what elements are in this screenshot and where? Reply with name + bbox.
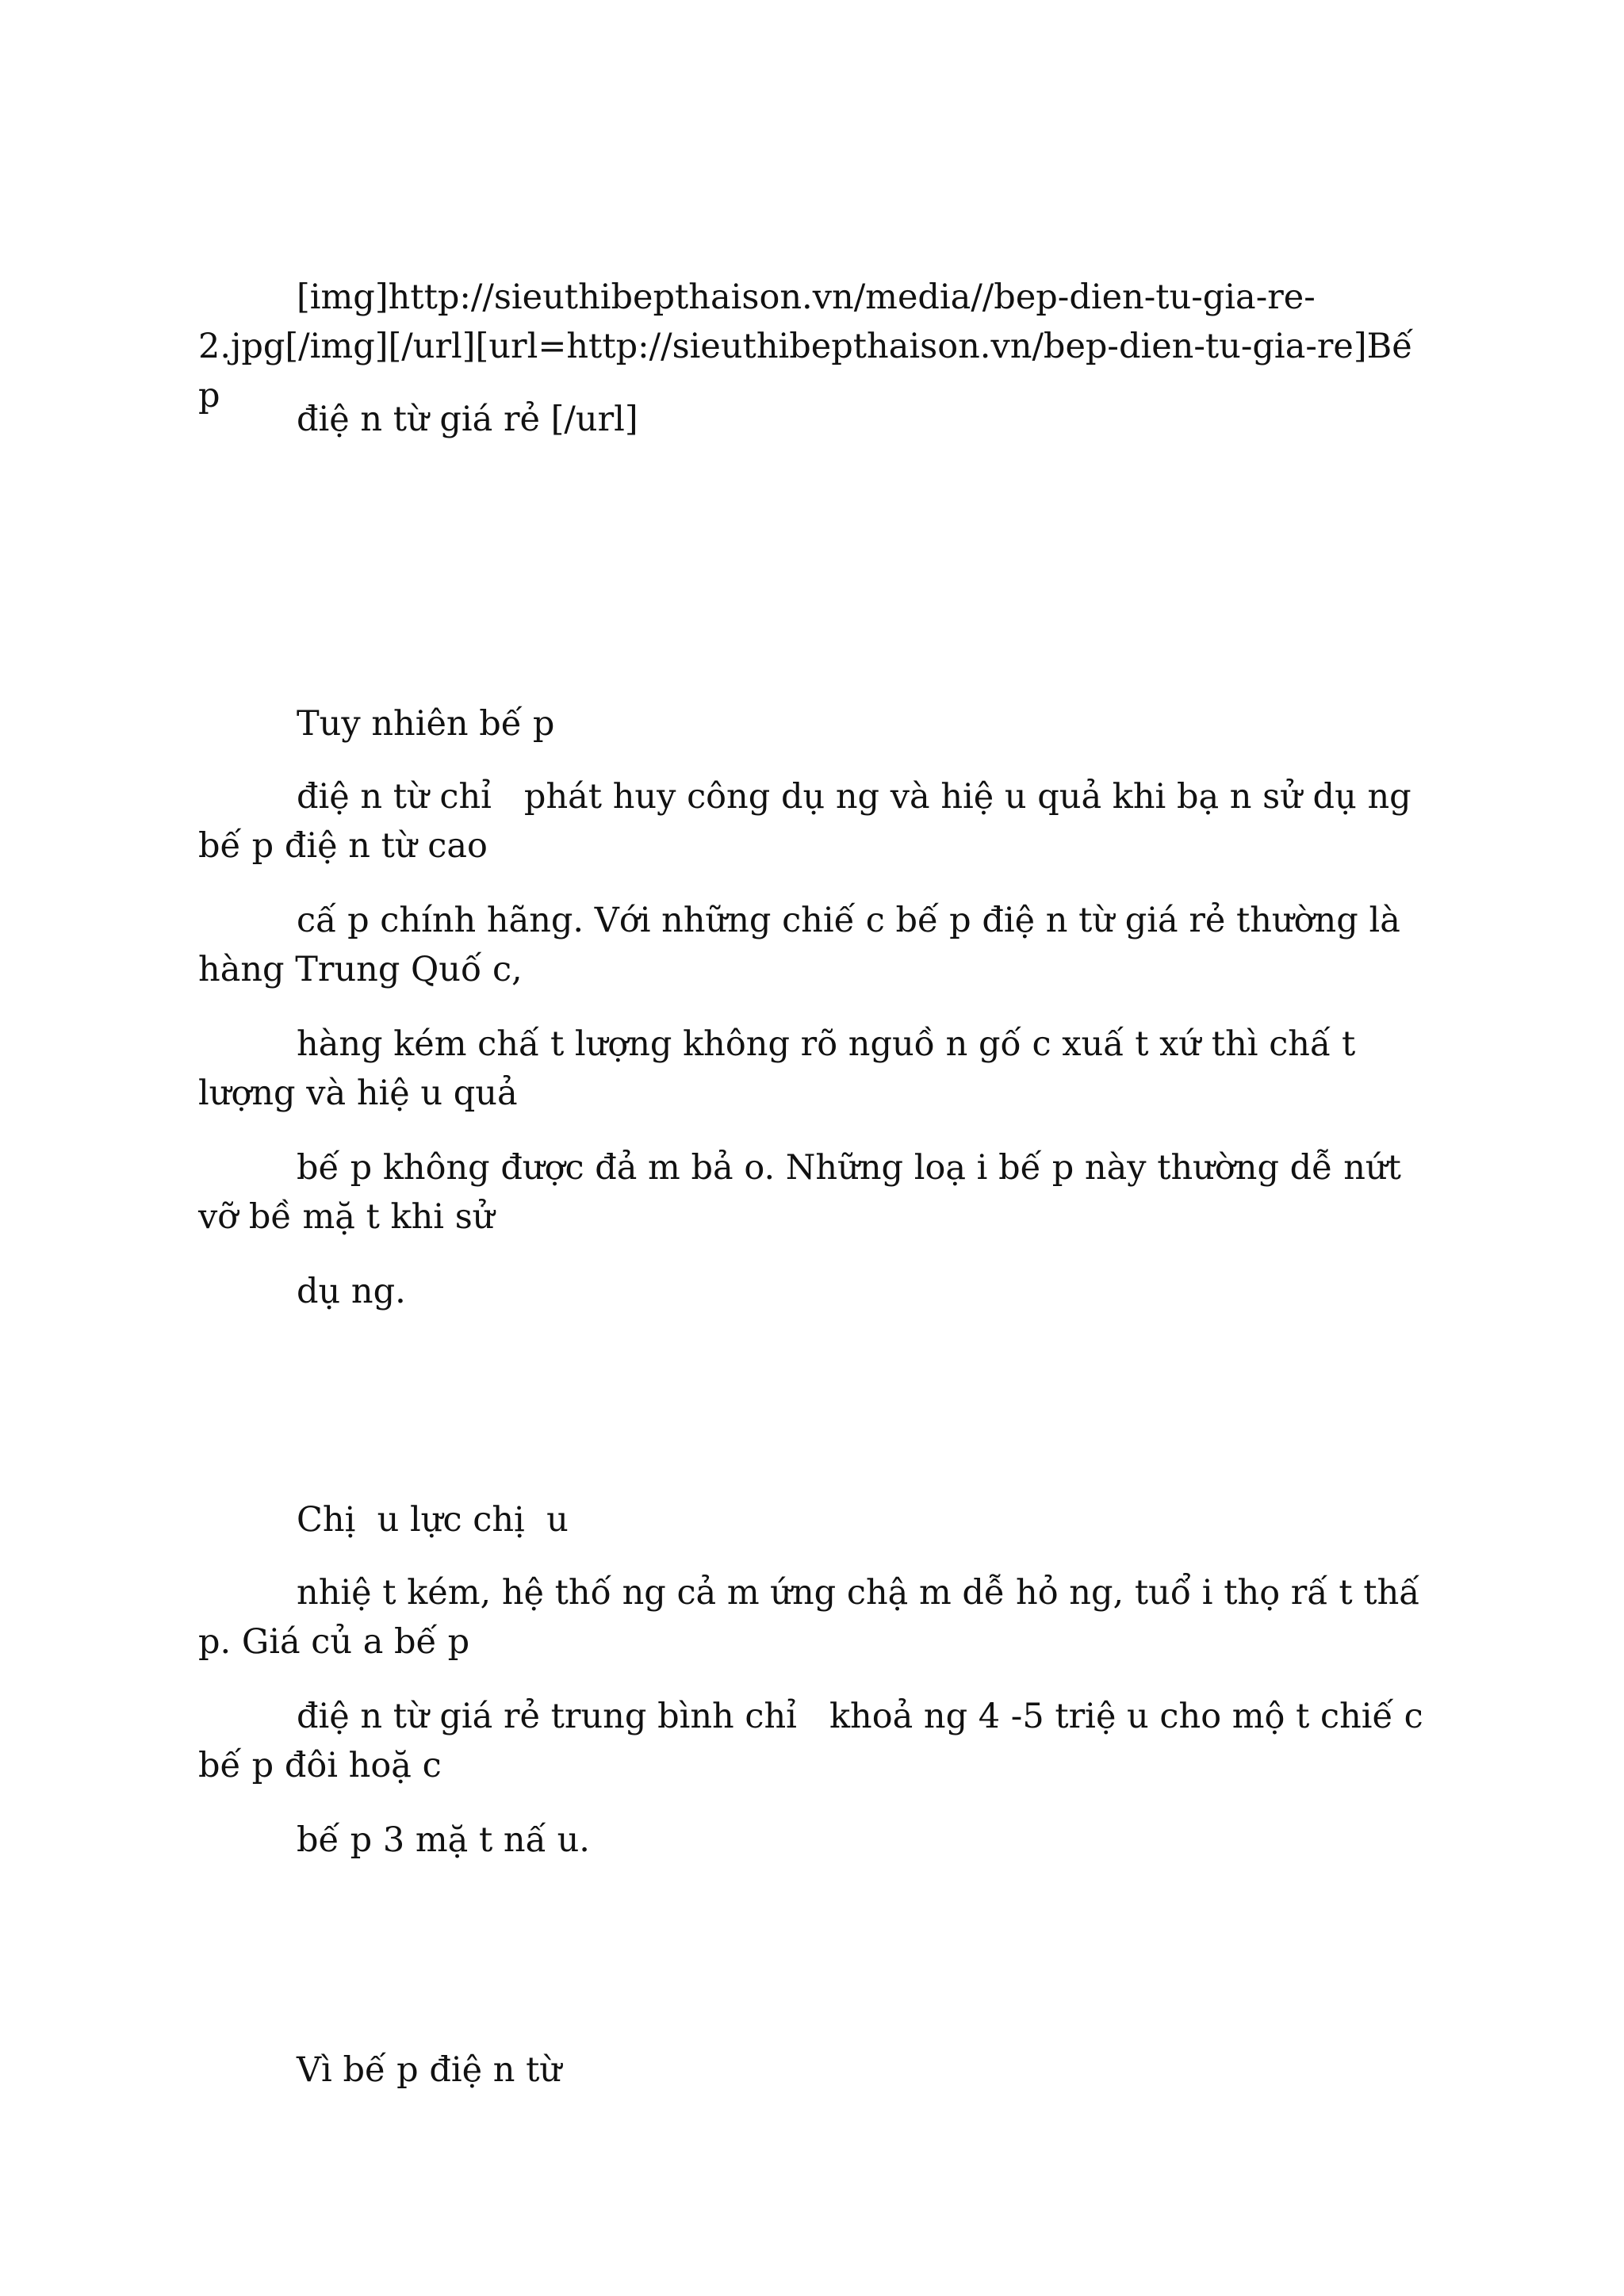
paragraph-line-1: điệ n từ chỉ phát huy công dụ ng và hiệ u quả khi bạ n sử dụ ng bế p điệ n từ cao	[198, 777, 1423, 866]
paragraph-image-link-1: [img]http://sieuthibepthaison.vn/media//bep-dien-tu-gia-re-2.jpg[/img][/url][url=http://sieuthibepthaison.vn/bep-dien-tu-gia-re]Bế p	[198, 277, 1424, 415]
paragraph-intro: Tuy nhiên bế p	[297, 704, 555, 744]
paragraph-line-6: nhiệ t kém, hệ thố ng cả m ứng chậ m dễ hỏ ng, tuổ i thọ rấ t thấ p. Giá củ a bế p	[198, 1573, 1431, 1662]
paragraph-second-intro: Chị u lực chị u	[297, 1500, 569, 1540]
paragraph-line-7: điệ n từ giá rẻ trung bình chỉ khoả ng 4 -5 triệ u cho mộ t chiế c bế p đôi hoặ c	[198, 1697, 1434, 1785]
paragraph-image-link-2: điệ n từ giá rẻ [/url]	[297, 400, 638, 439]
paragraph-line-8: bế p 3 mặ t nấ u.	[297, 1820, 590, 1860]
paragraph-line-3: hàng kém chấ t lượng không rõ nguồ n gố c xuấ t xứ thì chấ t lượng và hiệ u quả	[198, 1024, 1366, 1113]
paragraph-line-4: bế p không được đả m bả o. Những loạ i bế p này thường dễ nứt vỡ bề mặ t khi sử	[198, 1148, 1412, 1237]
paragraph-closing: Vì bế p điệ n từ	[297, 2050, 562, 2090]
paragraph-line-5: dụ ng.	[297, 1272, 406, 1311]
paragraph-line-2: cấ p chính hãng. Với những chiế c bế p điệ n từ giá rẻ thường là hàng Trung Quố c,	[198, 901, 1411, 989]
